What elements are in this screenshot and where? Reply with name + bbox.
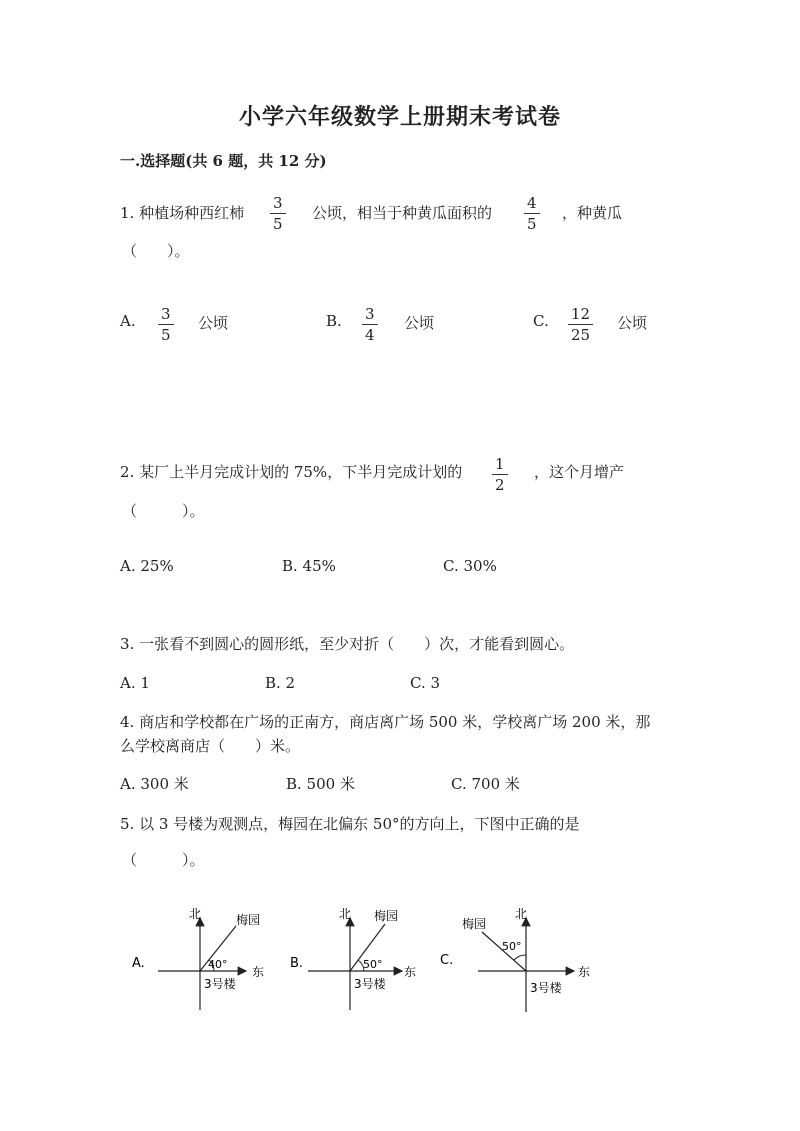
q1-option-b-fraction bbox=[362, 306, 378, 343]
q1-text-a: 1. 种植场种西红柿 bbox=[120, 204, 245, 222]
figure-a-label: A. bbox=[132, 956, 145, 971]
q2-option-b: B. 45% bbox=[282, 557, 336, 575]
q1-opt-a-den: 5 bbox=[158, 324, 174, 343]
q5-blank: （ ）。 bbox=[122, 851, 205, 869]
q1-frac-b-den: 5 bbox=[524, 213, 540, 232]
q1-blank: （ ）。 bbox=[122, 242, 190, 260]
figure-b-label: B. bbox=[290, 956, 304, 971]
q1-opt-c-num: 12 bbox=[571, 305, 591, 323]
q1-frac-a-num: 3 bbox=[273, 194, 283, 212]
q1-text-b: 公顷，相当于种黄瓜面积的 bbox=[312, 204, 493, 222]
figure-c-target: 梅园 bbox=[462, 917, 487, 931]
q2-blank: （ ）。 bbox=[122, 502, 205, 520]
figure-c bbox=[440, 907, 590, 1012]
figure-c-east: 东 bbox=[578, 965, 591, 979]
q4-option-b: B. 500 米 bbox=[286, 775, 355, 793]
q2-text-b: ，这个月增产 bbox=[534, 463, 625, 481]
q3-option-c: C. 3 bbox=[410, 674, 441, 692]
q1-option-c-label: C. bbox=[533, 312, 549, 330]
figure-c-origin: 3号楼 bbox=[530, 981, 562, 995]
figure-b bbox=[290, 907, 416, 1010]
q1-text-c: ，种黄瓜 bbox=[562, 204, 623, 222]
q4-option-c: C. 700 米 bbox=[451, 775, 520, 793]
figure-a-east: 东 bbox=[252, 965, 265, 979]
q1-opt-a-num: 3 bbox=[161, 305, 171, 323]
q3-option-b: B. 2 bbox=[265, 674, 296, 692]
figure-a bbox=[132, 907, 264, 1010]
q1-opt-c-den: 25 bbox=[568, 324, 593, 343]
q1-option-a-fraction bbox=[158, 306, 174, 343]
q3-option-a: A. 1 bbox=[120, 674, 150, 692]
figure-a-angle: 40° bbox=[208, 958, 228, 971]
q1-option-b-unit: 公顷 bbox=[404, 314, 435, 332]
q2-frac-den: 2 bbox=[492, 474, 508, 493]
page-title: 小学六年级数学上册期末考试卷 bbox=[238, 104, 561, 130]
figure-b-target: 梅园 bbox=[374, 909, 399, 923]
q2-text-a: 2. 某厂上半月完成计划的 75%，下半月完成计划的 bbox=[120, 463, 463, 481]
q4-text-line1: 4. 商店和学校都在广场的正南方，商店离广场 500 米，学校离广场 200 米，那 bbox=[120, 713, 651, 731]
q2-frac-num: 1 bbox=[495, 455, 505, 473]
q1-option-a-unit: 公顷 bbox=[198, 314, 229, 332]
figure-a-origin: 3号楼 bbox=[204, 977, 236, 991]
q1-option-b-label: B. bbox=[326, 312, 342, 330]
q2-option-c: C. 30% bbox=[443, 557, 497, 575]
figure-c-angle: 50° bbox=[502, 940, 522, 953]
q1-option-a-label: A. bbox=[120, 312, 136, 330]
figure-c-label: C. bbox=[440, 953, 454, 968]
q1-frac-a-den: 5 bbox=[270, 213, 286, 232]
q1-opt-b-num: 3 bbox=[365, 305, 375, 323]
q3-text: 3. 一张看不到圆心的圆形纸，至少对折（ ）次，才能看到圆心。 bbox=[120, 635, 575, 653]
q2-fraction bbox=[492, 456, 508, 493]
q1-option-c-fraction bbox=[568, 306, 593, 343]
q1-opt-b-den: 4 bbox=[362, 324, 378, 343]
figure-b-east: 东 bbox=[404, 965, 417, 979]
figure-b-north: 北 bbox=[339, 907, 352, 921]
q1-fraction-a bbox=[270, 195, 286, 232]
figure-b-origin: 3号楼 bbox=[354, 977, 386, 991]
q1-option-c-unit: 公顷 bbox=[617, 314, 648, 332]
q4-option-a: A. 300 米 bbox=[120, 775, 189, 793]
q5-figures bbox=[0, 890, 800, 1030]
figure-c-north: 北 bbox=[515, 907, 528, 921]
figure-a-target: 梅园 bbox=[236, 913, 261, 927]
q1-frac-b-num: 4 bbox=[527, 194, 537, 212]
figure-b-angle: 50° bbox=[363, 958, 383, 971]
q4-text-line2: 么学校离商店（ ）米。 bbox=[120, 737, 301, 755]
q2-option-a: A. 25% bbox=[120, 557, 174, 575]
section-heading: 一.选择题(共 6 题，共 12 分) bbox=[120, 152, 327, 170]
q5-text: 5. 以 3 号楼为观测点，梅园在北偏东 50°的方向上，下图中正确的是 bbox=[120, 815, 580, 833]
q1-fraction-b bbox=[524, 195, 540, 232]
figure-a-north: 北 bbox=[189, 907, 202, 921]
figure-c-angle-arc bbox=[514, 955, 526, 960]
